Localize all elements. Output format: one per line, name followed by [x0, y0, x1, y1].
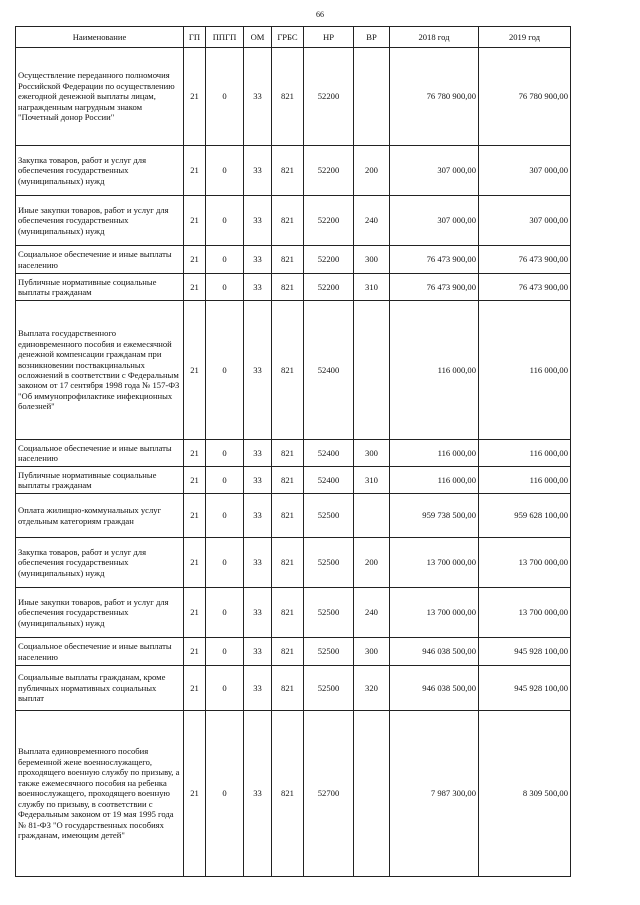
cell-ppgp: 0	[206, 666, 244, 711]
cell-nr: 52700	[304, 711, 354, 877]
header-vr: ВР	[354, 27, 390, 48]
cell-om: 33	[244, 440, 272, 467]
cell-ppgp: 0	[206, 196, 244, 246]
cell-2018: 946 038 500,00	[390, 666, 479, 711]
cell-2019: 76 780 900,00	[479, 48, 571, 146]
cell-grbs: 821	[272, 711, 304, 877]
cell-om: 33	[244, 638, 272, 666]
cell-nr: 52500	[304, 666, 354, 711]
header-ppgp: ППГП	[206, 27, 244, 48]
cell-2018: 13 700 000,00	[390, 538, 479, 588]
cell-gp: 21	[184, 588, 206, 638]
cell-vr: 200	[354, 538, 390, 588]
cell-grbs: 821	[272, 246, 304, 274]
cell-2018: 307 000,00	[390, 146, 479, 196]
cell-vr: 310	[354, 274, 390, 301]
cell-gp: 21	[184, 146, 206, 196]
table-header-row	[16, 27, 571, 48]
cell-vr: 240	[354, 196, 390, 246]
cell-2019: 307 000,00	[479, 196, 571, 246]
cell-2019: 307 000,00	[479, 146, 571, 196]
table-row	[16, 48, 571, 146]
table-row	[16, 274, 571, 301]
cell-gp: 21	[184, 538, 206, 588]
cell-nr: 52500	[304, 494, 354, 538]
cell-2019: 959 628 100,00	[479, 494, 571, 538]
cell-ppgp: 0	[206, 48, 244, 146]
cell-om: 33	[244, 48, 272, 146]
cell-gp: 21	[184, 711, 206, 877]
cell-grbs: 821	[272, 274, 304, 301]
cell-ppgp: 0	[206, 246, 244, 274]
cell-nr: 52400	[304, 301, 354, 440]
cell-nr: 52400	[304, 440, 354, 467]
cell-vr	[354, 301, 390, 440]
cell-gp: 21	[184, 246, 206, 274]
table-row	[16, 638, 571, 666]
cell-2018: 76 473 900,00	[390, 274, 479, 301]
cell-ppgp: 0	[206, 588, 244, 638]
cell-grbs: 821	[272, 538, 304, 588]
table-row	[16, 301, 571, 440]
cell-gp: 21	[184, 440, 206, 467]
header-gp: ГП	[184, 27, 206, 48]
cell-nr: 52200	[304, 246, 354, 274]
cell-nr: 52400	[304, 467, 354, 494]
cell-name: Публичные нормативные социальные выплаты гражданам	[16, 467, 184, 494]
cell-grbs: 821	[272, 196, 304, 246]
cell-gp: 21	[184, 301, 206, 440]
cell-2019: 116 000,00	[479, 467, 571, 494]
cell-om: 33	[244, 274, 272, 301]
cell-gp: 21	[184, 274, 206, 301]
cell-name: Иные закупки товаров, работ и услуг для обеспечения государственных (муниципальных) нужд	[16, 196, 184, 246]
cell-gp: 21	[184, 467, 206, 494]
cell-om: 33	[244, 538, 272, 588]
header-nr: НР	[304, 27, 354, 48]
cell-vr: 300	[354, 440, 390, 467]
table-row	[16, 196, 571, 246]
cell-name: Социальные выплаты гражданам, кроме публичных нормативных социальных выплат	[16, 666, 184, 711]
cell-2018: 116 000,00	[390, 440, 479, 467]
cell-om: 33	[244, 666, 272, 711]
cell-name: Оплата жилищно-коммунальных услуг отдельным категориям граждан	[16, 494, 184, 538]
cell-2019: 76 473 900,00	[479, 274, 571, 301]
table-row	[16, 467, 571, 494]
cell-2018: 7 987 300,00	[390, 711, 479, 877]
cell-vr: 240	[354, 588, 390, 638]
cell-name: Закупка товаров, работ и услуг для обеспечения государственных (муниципальных) нужд	[16, 538, 184, 588]
cell-vr: 200	[354, 146, 390, 196]
cell-2018: 959 738 500,00	[390, 494, 479, 538]
cell-name: Осуществление переданного полномочия Российской Федерации по осуществлению ежегодной денежной выплаты лицам, награжденным нагрудным знаком "Почетный донор России"	[16, 48, 184, 146]
cell-grbs: 821	[272, 301, 304, 440]
cell-grbs: 821	[272, 146, 304, 196]
cell-2018: 76 473 900,00	[390, 246, 479, 274]
header-name: Наименование	[16, 27, 184, 48]
cell-ppgp: 0	[206, 467, 244, 494]
cell-grbs: 821	[272, 666, 304, 711]
cell-vr: 320	[354, 666, 390, 711]
page-number: 66	[316, 10, 324, 19]
cell-gp: 21	[184, 196, 206, 246]
cell-2018: 307 000,00	[390, 196, 479, 246]
cell-2019: 8 309 500,00	[479, 711, 571, 877]
cell-ppgp: 0	[206, 301, 244, 440]
cell-om: 33	[244, 196, 272, 246]
cell-name: Иные закупки товаров, работ и услуг для обеспечения государственных (муниципальных) нужд	[16, 588, 184, 638]
table-row	[16, 146, 571, 196]
cell-grbs: 821	[272, 48, 304, 146]
cell-2019: 13 700 000,00	[479, 538, 571, 588]
cell-grbs: 821	[272, 440, 304, 467]
cell-ppgp: 0	[206, 146, 244, 196]
cell-ppgp: 0	[206, 274, 244, 301]
cell-om: 33	[244, 588, 272, 638]
cell-2019: 76 473 900,00	[479, 246, 571, 274]
table-row	[16, 246, 571, 274]
cell-gp: 21	[184, 48, 206, 146]
table-row	[16, 711, 571, 877]
cell-om: 33	[244, 467, 272, 494]
header-om: ОМ	[244, 27, 272, 48]
cell-om: 33	[244, 711, 272, 877]
cell-grbs: 821	[272, 494, 304, 538]
header-2019: 2019 год	[479, 27, 571, 48]
cell-om: 33	[244, 494, 272, 538]
cell-name: Публичные нормативные социальные выплаты гражданам	[16, 274, 184, 301]
cell-nr: 52200	[304, 196, 354, 246]
table-row	[16, 666, 571, 711]
cell-name: Закупка товаров, работ и услуг для обеспечения государственных (муниципальных) нужд	[16, 146, 184, 196]
cell-vr: 300	[354, 638, 390, 666]
cell-ppgp: 0	[206, 440, 244, 467]
cell-name: Социальное обеспечение и иные выплаты населению	[16, 440, 184, 467]
table-row	[16, 440, 571, 467]
cell-ppgp: 0	[206, 711, 244, 877]
cell-2018: 946 038 500,00	[390, 638, 479, 666]
cell-nr: 52500	[304, 588, 354, 638]
cell-gp: 21	[184, 666, 206, 711]
header-2018: 2018 год	[390, 27, 479, 48]
budget-table	[15, 26, 571, 877]
cell-ppgp: 0	[206, 538, 244, 588]
cell-nr: 52200	[304, 48, 354, 146]
cell-2018: 13 700 000,00	[390, 588, 479, 638]
cell-2019: 116 000,00	[479, 440, 571, 467]
cell-nr: 52500	[304, 638, 354, 666]
cell-vr: 310	[354, 467, 390, 494]
cell-nr: 52500	[304, 538, 354, 588]
cell-ppgp: 0	[206, 638, 244, 666]
cell-name: Выплата единовременного пособия беременной жене военнослужащего, проходящего военную службу по призыву, а также ежемесячного пособия на ребенка военнослужащего, проходящего военную службу по призыву, в соответствии с Федеральным законом от 19 мая 1995 года № 81-ФЗ "О государственных пособиях гражданам, имеющим детей"	[16, 711, 184, 877]
cell-2019: 116 000,00	[479, 301, 571, 440]
cell-grbs: 821	[272, 638, 304, 666]
cell-nr: 52200	[304, 274, 354, 301]
cell-om: 33	[244, 246, 272, 274]
cell-2019: 13 700 000,00	[479, 588, 571, 638]
cell-name: Выплата государственного единовременного пособия и ежемесячной денежной компенсации гражданам при возникновении поствакцинальных осложнений в соответствии с Федеральным законом от 17 сентября 1998 года № 157-ФЗ "Об иммунопрофилактике инфекционных болезней"	[16, 301, 184, 440]
table-row	[16, 494, 571, 538]
cell-name: Социальное обеспечение и иные выплаты населению	[16, 246, 184, 274]
cell-gp: 21	[184, 494, 206, 538]
header-grbs: ГРБС	[272, 27, 304, 48]
table-row	[16, 588, 571, 638]
cell-2018: 116 000,00	[390, 467, 479, 494]
cell-2019: 945 928 100,00	[479, 638, 571, 666]
cell-nr: 52200	[304, 146, 354, 196]
cell-vr	[354, 494, 390, 538]
cell-vr	[354, 711, 390, 877]
cell-grbs: 821	[272, 467, 304, 494]
cell-grbs: 821	[272, 588, 304, 638]
cell-ppgp: 0	[206, 494, 244, 538]
cell-2019: 945 928 100,00	[479, 666, 571, 711]
cell-2018: 76 780 900,00	[390, 48, 479, 146]
cell-vr: 300	[354, 246, 390, 274]
cell-name: Социальное обеспечение и иные выплаты населению	[16, 638, 184, 666]
cell-om: 33	[244, 301, 272, 440]
table-row	[16, 538, 571, 588]
cell-om: 33	[244, 146, 272, 196]
cell-vr	[354, 48, 390, 146]
cell-gp: 21	[184, 638, 206, 666]
cell-2018: 116 000,00	[390, 301, 479, 440]
